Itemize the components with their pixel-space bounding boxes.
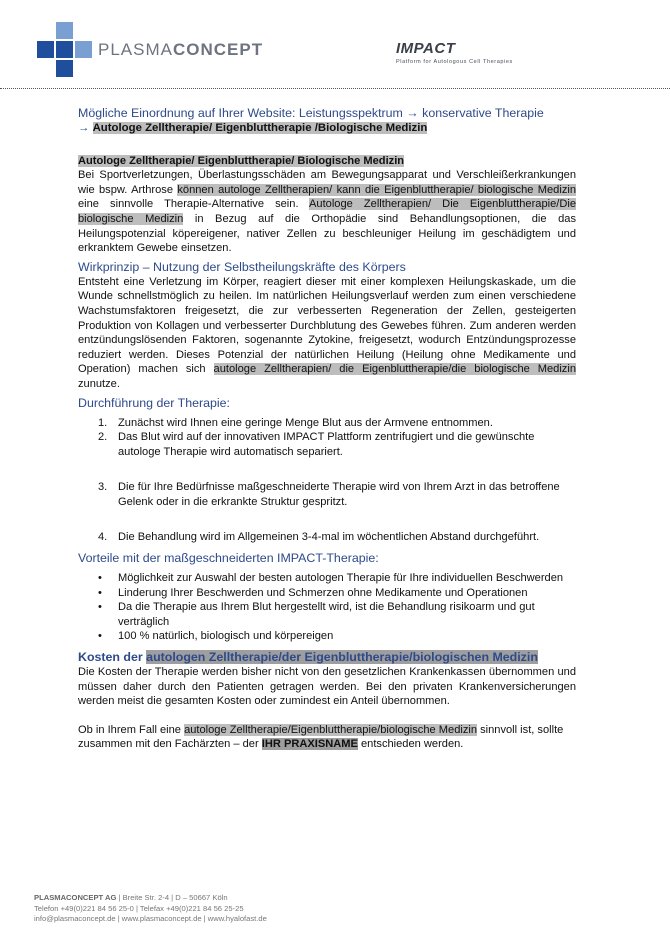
footer-address [34, 893, 267, 904]
section5-para1: Die Kosten der Therapie werden bisher nicht von den gesetzlichen Krankenkassen übernommen und müssen daher durch den Patienten getragen werden. Bei den privaten Krankenversicherungen werden meist die gesamten Kosten oder zumindest ein Anteil übernommen. [78, 666, 576, 708]
step-text: Die Behandlung wird im Allgemeinen 3-4-mal im wöchentlichen Abstand durchgeführt. [118, 531, 540, 544]
cross-logo-icon [37, 22, 93, 78]
section5-title [78, 650, 576, 665]
section4-title: Vorteile mit der maßgeschneiderten IMPACT-Therapie: [78, 551, 379, 566]
list-item [78, 430, 576, 459]
list-item [78, 480, 576, 509]
s5-title-a: Kosten der [78, 650, 147, 665]
impact-wordmark: IMPACT [396, 40, 456, 57]
footer [34, 893, 267, 925]
section5-para2 [78, 723, 576, 752]
s5-text-c: entschieden werden. [357, 738, 464, 751]
section2-body [78, 275, 576, 392]
brand-name [98, 40, 263, 60]
list-item [78, 416, 576, 431]
s5-highlight: autologe Zelltherapie/Eigenbluttherapie/biologische Medizin [184, 723, 478, 736]
step-number: 4. [98, 531, 108, 544]
s2-highlight: autologe Zelltherapien/ die Eigenbluttherapie/die biologische Medizin [213, 363, 576, 376]
arrow-icon: → [78, 122, 90, 134]
list-item: • Da die Therapie aus Ihrem Blut hergestellt wird, ist die Behandlung risikoarm und gut verträglich [78, 600, 576, 629]
section3-title: Durchführung der Therapie: [78, 395, 230, 410]
s5-title-highlight: autologen Zelltherapie/der Eigenbluttherapie/biologischen Medizin [146, 650, 538, 665]
step-text: Zunächst wird Ihnen eine geringe Menge Blut aus der Armvene entnommen. [118, 416, 493, 429]
section2-title: Wirkprinzip – Nutzung der Selbstheilungskräfte des Körpers [78, 259, 406, 274]
s5-text-a: Ob in Ihrem Fall eine [78, 723, 185, 736]
footer-contact: info@plasmaconcept.de | www.plasmaconcept.de | www.hyalofast.de [34, 914, 267, 924]
step-text: Die für Ihre Bedürfnisse maßgeschneiderte Therapie wird von Ihrem Arzt in das betroffene Gelenk oder in die erkrankte Struktur gespritzt. [118, 481, 560, 508]
list-item [78, 530, 576, 545]
impact-logo [396, 40, 546, 72]
intro-line-2 [78, 121, 576, 136]
s1-highlight-1: können autologe Zelltherapien/ kann die Eigenbluttherapie/ biologische Medizin [177, 183, 576, 196]
section1-body [78, 168, 576, 256]
step-number: 1. [98, 416, 108, 429]
footer-company: PLASMACONCEPT AG [34, 893, 117, 902]
section1-title-text: Autologe Zelltherapie/ Eigenbluttherapie/ Biologische Medizin [78, 154, 405, 167]
brand-bold: CONCEPT [172, 40, 264, 59]
footer-address-text: | Breite Str. 2-4 | D – 50667 Köln [116, 893, 228, 902]
section1-title [78, 154, 576, 169]
s1-text-a: Bei Sportverletzungen, Überlastungsschäden am Bewegungsapparat und Verschleißerkrankungen wie bspw. Arthrose [78, 169, 576, 196]
practice-name-placeholder: IHR PRAXISNAME [261, 738, 358, 751]
s1-text-b: eine sinnvolle Therapie-Alternative sein. [78, 198, 309, 211]
intro-topic: Autologe Zelltherapie/ Eigenbluttherapie /Biologische Medizin [92, 122, 428, 134]
step-number: 3. [98, 481, 108, 494]
impact-tagline: Platform for Autologous Cell Therapies [396, 59, 513, 65]
s5-text-b: sinnvoll ist, sollte zusammen mit den Fachärzten – der [78, 723, 564, 751]
s1-text-c: in Bezug auf die Orthopädie sind Behandlungsoptionen, die das Heilungspotenzial köpereigener, nativer Zellen zu beschleuniger Heilung im geschädigtem und erkranktem Gewebe einsetzen. [78, 212, 576, 255]
footer-phone: Telefon +49(0)221 84 56 25-0 | Telefax +49(0)221 84 56 25-25 [34, 903, 244, 913]
benefits-list [78, 571, 576, 644]
s1-highlight-2: Autologe Zelltherapien/ Die Eigenbluttherapie/Die biologische Medizin [78, 198, 576, 225]
intro-line: Mögliche Einordnung auf Ihrer Website: Leistungsspektrum → konservative Therapie [78, 106, 544, 120]
brand-light: PLASMA [98, 40, 173, 59]
list-item: • Linderung Ihrer Beschwerden und Schmerzen ohne Medikamente und Operationen [78, 586, 576, 601]
step-text: Das Blut wird auf der innovativen IMPACT Plattform zentrifugiert und die gewünschte autologe Therapie wird automatisch separiert. [118, 431, 535, 458]
main-content [78, 106, 576, 752]
s2-text-a: Entsteht eine Verletzung im Körper, reagiert dieser mit einer komplexen Heilungskaskade, um die Wunde schnellstmöglich zu heilen. Im natürlichen Heilungsverlauf werden zum einen verschiedene Wachstumsfaktoren freigesetzt, die zur verbesserten Regeneration der Zellen, gesteigerten Produktion von Kollagen und verbesserter Durchblutung des Gewebes führen. Zum anderen werden entzündungslösenden Faktoren, sogenannte Zytokine, freigesetzt, wodurch Entzündungsprozesse reduziert werden. Dieses Potenzial der natürlichen Heilung (Heilung ohne Medikamente und Operation) machen sich [78, 275, 576, 376]
plasmaconcept-logo [37, 22, 277, 82]
list-item: • 100 % natürlich, biologisch und körpereigen [78, 629, 576, 644]
step-number: 2. [98, 431, 108, 444]
list-item: • Möglichkeit zur Auswahl der besten autologen Therapie für Ihre individuellen Beschwerden [78, 571, 576, 586]
header-divider [0, 88, 670, 89]
s2-text-b: zunutze. [78, 377, 120, 390]
therapy-steps [78, 416, 576, 546]
